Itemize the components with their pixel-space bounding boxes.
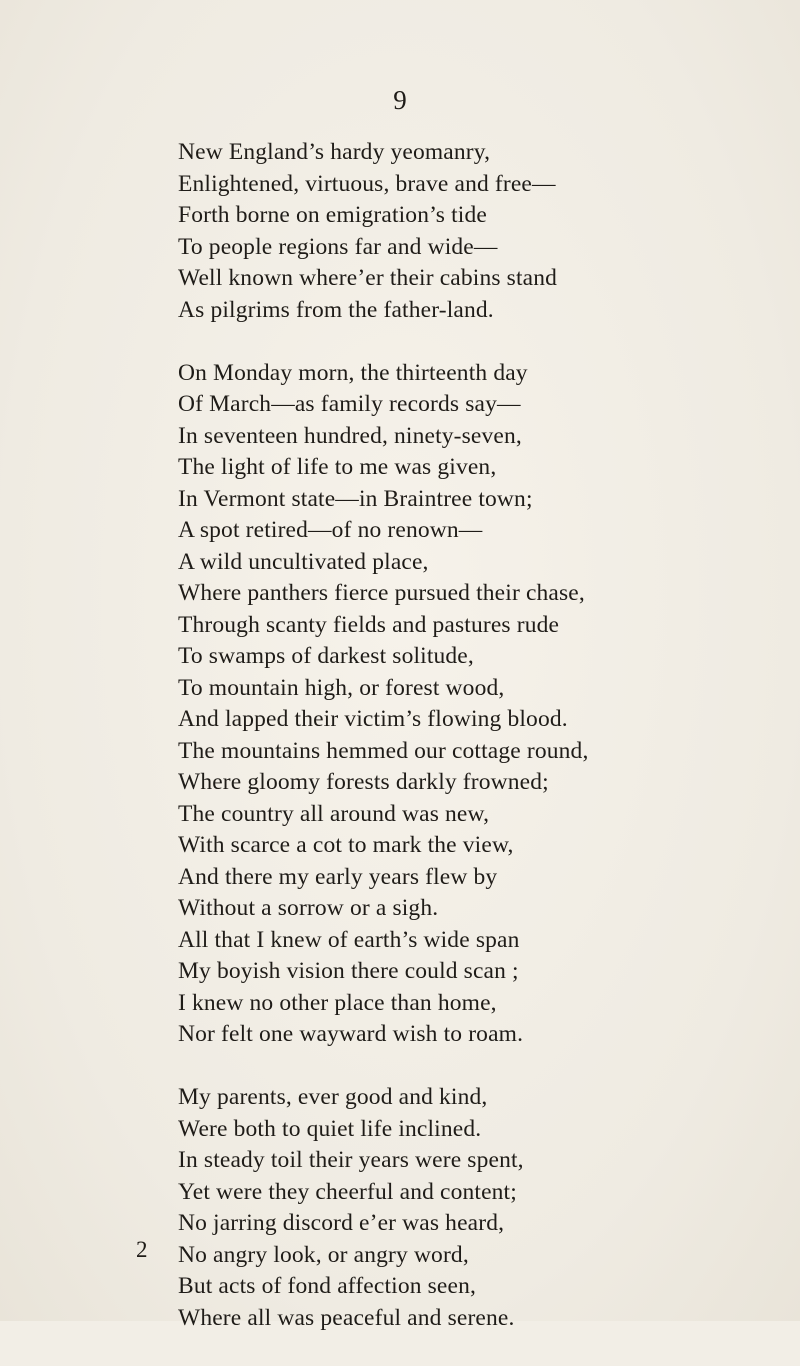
poem-line: Where gloomy forests darkly frowned; bbox=[178, 769, 549, 795]
poem-line: New England’s hardy yeomanry, bbox=[178, 139, 491, 165]
poem-line: The light of life to me was given, bbox=[178, 454, 497, 480]
poem-line: A wild uncultivated place, bbox=[178, 548, 429, 575]
poem-line: No jarring discord e’er was heard, bbox=[178, 1210, 505, 1236]
signature-mark: 2 bbox=[136, 1237, 148, 1262]
poem-line: All that I knew of earth’s wide span bbox=[178, 926, 520, 953]
stanza-1 bbox=[178, 137, 778, 326]
poem-line: To swamps of darkest solitude, bbox=[178, 643, 474, 669]
poem-line: In Vermont state—in Braintree town; bbox=[178, 485, 533, 512]
poem-line: In seventeen hundred, ninety-seven, bbox=[178, 422, 522, 449]
poem-line: Were both to quiet life inclined. bbox=[178, 1115, 482, 1142]
poem-line: With scarce a cot to mark the view, bbox=[178, 832, 514, 858]
page-number: 9 bbox=[393, 85, 407, 115]
poem-line: To people regions far and wide— bbox=[178, 233, 498, 260]
poem-line: And lapped their victim’s flowing blood. bbox=[178, 706, 568, 732]
poem-line: As pilgrims from the father-land. bbox=[178, 296, 494, 323]
poem-line: The country all around was new, bbox=[178, 800, 490, 827]
poem bbox=[178, 137, 778, 1366]
poem-line: But acts of fond affection seen, bbox=[178, 1273, 477, 1299]
poem-line: And there my early years flew by bbox=[178, 863, 498, 890]
poem-line: Well known where’er their cabins stand bbox=[178, 265, 558, 291]
poem-line: My boyish vision there could scan ; bbox=[178, 958, 519, 984]
poem-line: To mountain high, or forest wood, bbox=[178, 674, 505, 701]
poem-line: I knew no other place than home, bbox=[178, 989, 497, 1016]
poem-line: Where all was peaceful and serene. bbox=[178, 1304, 515, 1331]
poem-line: Where panthers fierce pursued their chase, bbox=[178, 580, 585, 606]
poem-line: Of March—as family records say— bbox=[178, 391, 521, 417]
poem-line: Enlightened, virtuous, brave and free— bbox=[178, 170, 556, 197]
poem-line: In steady toil their years were spent, bbox=[178, 1147, 524, 1173]
stanza-2 bbox=[178, 358, 778, 1051]
poem-line: Through scanty fields and pastures rude bbox=[178, 611, 560, 638]
poem-line: Without a sorrow or a sigh. bbox=[178, 895, 439, 921]
poem-line: On Monday morn, the thirteenth day bbox=[178, 359, 528, 386]
poem-line: The mountains hemmed our cottage round, bbox=[178, 737, 589, 764]
poem-line: No angry look, or angry word, bbox=[178, 1241, 469, 1268]
poem-line: A spot retired—of no renown— bbox=[178, 517, 483, 543]
poem-line: Yet were they cheerful and content; bbox=[178, 1178, 517, 1205]
poem-line: Nor felt one wayward wish to roam. bbox=[178, 1021, 524, 1047]
stanza-3 bbox=[178, 1082, 778, 1334]
poem-line: My parents, ever good and kind, bbox=[178, 1084, 488, 1110]
poem-line: Forth borne on emigration’s tide bbox=[178, 202, 487, 228]
